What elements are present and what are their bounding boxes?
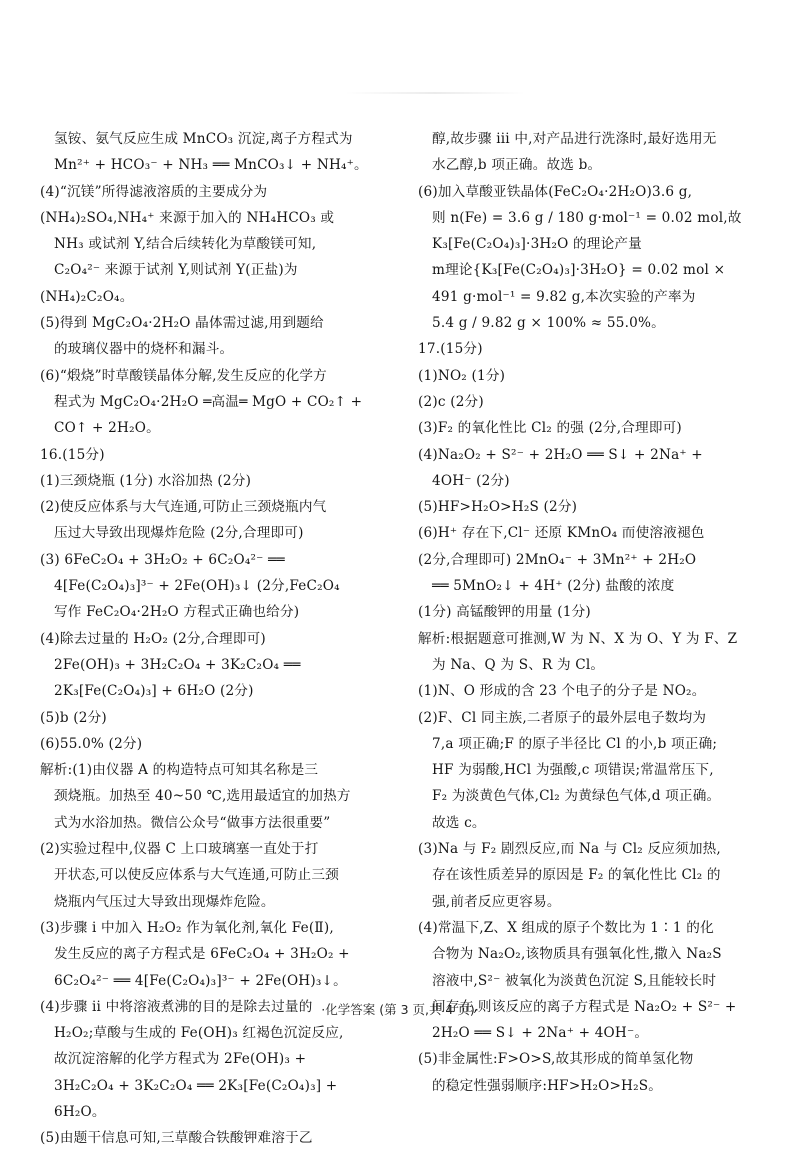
text-line: (5)b (2分): [40, 709, 107, 726]
text-line: (6)“煅烧”时草酸镁晶体分解,发生反应的化学方: [40, 367, 327, 384]
text-line: 压过大导致出现爆炸危险 (2分,合理即可): [54, 525, 304, 542]
text-line: (5)非金属性:F>O>S,故其形成的简单氢化物: [418, 1051, 694, 1068]
text-line: 为 Na、Q 为 S、R 为 Cl。: [432, 656, 605, 673]
text-line: 溶液中,S²⁻ 被氧化为淡黄色沉淀 S,且能较长时: [432, 972, 717, 989]
text-line: (2)实验过程中,仪器 C 上口玻璃塞一直处于打: [40, 841, 319, 858]
text-line: 2K₃[Fe(C₂O₄)₃] + 6H₂O (2分): [54, 683, 254, 700]
text-line: Mn²⁺ + HCO₃⁻ + NH₃ ══ MnCO₃↓ + NH₄⁺。: [54, 157, 368, 174]
text-line: (3) 6FeC₂O₄ + 3H₂O₂ + 6C₂O₄²⁻ ══: [40, 551, 285, 568]
text-line: 故沉淀溶解的化学方程式为 2Fe(OH)₃ +: [54, 1051, 307, 1068]
text-line: 强,前者反应更容易。: [432, 893, 561, 910]
text-line: 颈烧瓶。加热至 40~50 ℃,选用最适宜的加热方: [54, 788, 351, 805]
text-line: HF 为弱酸,HCl 为强酸,c 项错误;常温常压下,: [432, 762, 714, 779]
text-line: (6)55.0% (2分): [40, 735, 143, 752]
text-line: (4)“沉镁”所得滤液溶质的主要成分为: [40, 183, 268, 200]
text-line: (5)得到 MgC₂O₄·2H₂O 晶体需过滤,用到题给: [40, 315, 324, 332]
text-line: 7,a 项正确;F 的原子半径比 Cl 的小,b 项正确;: [432, 735, 718, 752]
text-line: 解析:(1)由仪器 A 的构造特点可知其名称是三: [40, 762, 319, 779]
text-line: 存在该性质差异的原因是 F₂ 的氧化性比 Cl₂ 的: [432, 867, 721, 884]
text-line: (4)除去过量的 H₂O₂ (2分,合理即可): [40, 630, 266, 647]
text-line: 2Fe(OH)₃ + 3H₂C₂O₄ + 3K₂C₂O₄ ══: [54, 656, 301, 673]
text-line: 解析:根据题意可推测,W 为 N、X 为 O、Y 为 F、Z: [418, 630, 738, 647]
scan-artifact: [345, 92, 525, 94]
text-line: 的玻璃仪器中的烧杯和漏斗。: [54, 341, 234, 358]
text-line: 水乙醇,b 项正确。故选 b。: [432, 157, 602, 174]
text-line: 2H₂O ══ S↓ + 2Na⁺ + 4OH⁻。: [432, 1025, 649, 1042]
text-line: 则 n(Fe) = 3.6 g / 180 g·mol⁻¹ = 0.02 mol,故: [432, 209, 742, 226]
text-line: 17.(15分): [418, 341, 483, 358]
text-line: 5.4 g / 9.82 g × 100% ≈ 55.0%。: [432, 315, 665, 332]
text-line: (4)常温下,Z、X 组成的原子个数比为 1∶1 的化: [418, 919, 714, 936]
text-line: (3)Na 与 F₂ 剧烈反应,而 Na 与 Cl₂ 反应须加热,: [418, 841, 721, 858]
text-line: (NH₄)₂C₂O₄。: [40, 288, 134, 305]
right-column: [418, 126, 766, 1099]
text-line: 烧瓶内气压过大导致出现爆炸危险。: [54, 893, 275, 910]
text-line: (2)F、Cl 同主族,二者原子的最外层电子数均为: [418, 709, 707, 726]
text-line: 氢铵、氨气反应生成 MnCO₃ 沉淀,离子方程式为: [54, 131, 353, 147]
text-line: (2)c (2分): [418, 393, 484, 410]
text-line: K₃[Fe(C₂O₄)₃]·3H₂O 的理论产量: [432, 236, 642, 253]
text-line: C₂O₄²⁻ 来源于试剂 Y,则试剂 Y(正盐)为: [54, 262, 298, 279]
text-line: m理论{K₃[Fe(C₂O₄)₃]·3H₂O} = 0.02 mol ×: [432, 262, 726, 279]
text-line: H₂O₂;草酸与生成的 Fe(OH)₃ 红褐色沉淀反应,: [54, 1025, 344, 1042]
text-line: (4)Na₂O₂ + S²⁻ + 2H₂O ══ S↓ + 2Na⁺ +: [418, 446, 703, 463]
text-line: (2分,合理即可) 2MnO₄⁻ + 3Mn²⁺ + 2H₂O: [418, 551, 697, 568]
text-line: (5)由题干信息可知,三草酸合铁酸钾难溶于乙: [40, 1130, 313, 1147]
text-line: (1分) 高锰酸钾的用量 (1分): [418, 604, 591, 621]
text-line: (2)使反应体系与大气连通,可防止三颈烧瓶内气: [40, 499, 327, 516]
text-line: 4OH⁻ (2分): [432, 472, 510, 489]
text-line: ══ 5MnO₂↓ + 4H⁺ (2分) 盐酸的浓度: [432, 578, 675, 595]
text-line: F₂ 为淡黄色气体,Cl₂ 为黄绿色气体,d 项正确。: [432, 788, 721, 805]
text-line: 6C₂O₄²⁻ ══ 4[Fe(C₂O₄)₃]³⁻ + 2Fe(OH)₃↓。: [54, 972, 347, 989]
text-line: (3)步骤 i 中加入 H₂O₂ 作为氧化剂,氧化 Fe(Ⅱ),: [40, 919, 334, 936]
text-line: (3)F₂ 的氧化性比 Cl₂ 的强 (2分,合理即可): [418, 420, 682, 437]
text-line: (NH₄)₂SO₄,NH₄⁺ 来源于加入的 NH₄HCO₃ 或: [40, 209, 335, 226]
text-line: 的稳定性强弱顺序:HF>H₂O>H₂S。: [432, 1077, 663, 1094]
text-line: 故选 c。: [432, 814, 486, 831]
text-line: 发生反应的离子方程式是 6FeC₂O₄ + 3H₂O₂ +: [54, 946, 350, 963]
text-line: 6H₂O。: [54, 1103, 106, 1120]
text-line: 写作 FeC₂O₄·2H₂O 方程式正确也给分): [54, 604, 300, 621]
text-line: 16.(15分): [40, 446, 105, 463]
text-line: 间存在,则该反应的离子方程式是 Na₂O₂ + S²⁻ +: [432, 998, 737, 1015]
text-line: (1)N、O 形成的含 23 个电子的分子是 NO₂。: [418, 683, 706, 700]
text-line: CO↑ + 2H₂O。: [54, 420, 160, 437]
text-line: (6)加入草酸亚铁晶体(FeC₂O₄·2H₂O)3.6 g,: [418, 183, 693, 200]
text-line: 程式为 MgC₂O₄·2H₂O ═高温═ MgO + CO₂↑ +: [54, 393, 363, 410]
text-line: 式为水浴加热。微信公众号“做事方法很重要”: [54, 814, 331, 831]
text-line: 合物为 Na₂O₂,该物质具有强氧化性,撒入 Na₂S: [432, 946, 722, 963]
text-line: 开状态,可以使反应体系与大气连通,可防止三颈: [54, 867, 339, 884]
text-line: 491 g·mol⁻¹ = 9.82 g,本次实验的产率为: [432, 288, 696, 305]
text-line: 醇,故步骤 iii 中,对产品进行洗涤时,最好选用无: [432, 131, 717, 147]
left-column: [40, 126, 388, 1152]
text-line: 4[Fe(C₂O₄)₃]³⁻ + 2Fe(OH)₃↓ (2分,FeC₂O₄: [54, 578, 340, 595]
text-line: NH₃ 或试剂 Y,结合后续转化为草酸镁可知,: [54, 236, 317, 253]
text-line: (5)HF>H₂O>H₂S (2分): [418, 499, 578, 516]
text-line: (4)步骤 ii 中将溶液煮沸的目的是除去过量的: [40, 998, 313, 1015]
page-footer: ·化学答案 (第 3 页,共 4 页)·: [321, 1002, 479, 1017]
text-line: (1)三颈烧瓶 (1分) 水浴加热 (2分): [40, 472, 252, 489]
text-line: 3H₂C₂O₄ + 3K₂C₂O₄ ══ 2K₃[Fe(C₂O₄)₃] +: [54, 1077, 338, 1094]
text-line: (1)NO₂ (1分): [418, 367, 506, 384]
text-line: (6)H⁺ 存在下,Cl⁻ 还原 KMnO₄ 而使溶液褪色: [418, 525, 705, 542]
